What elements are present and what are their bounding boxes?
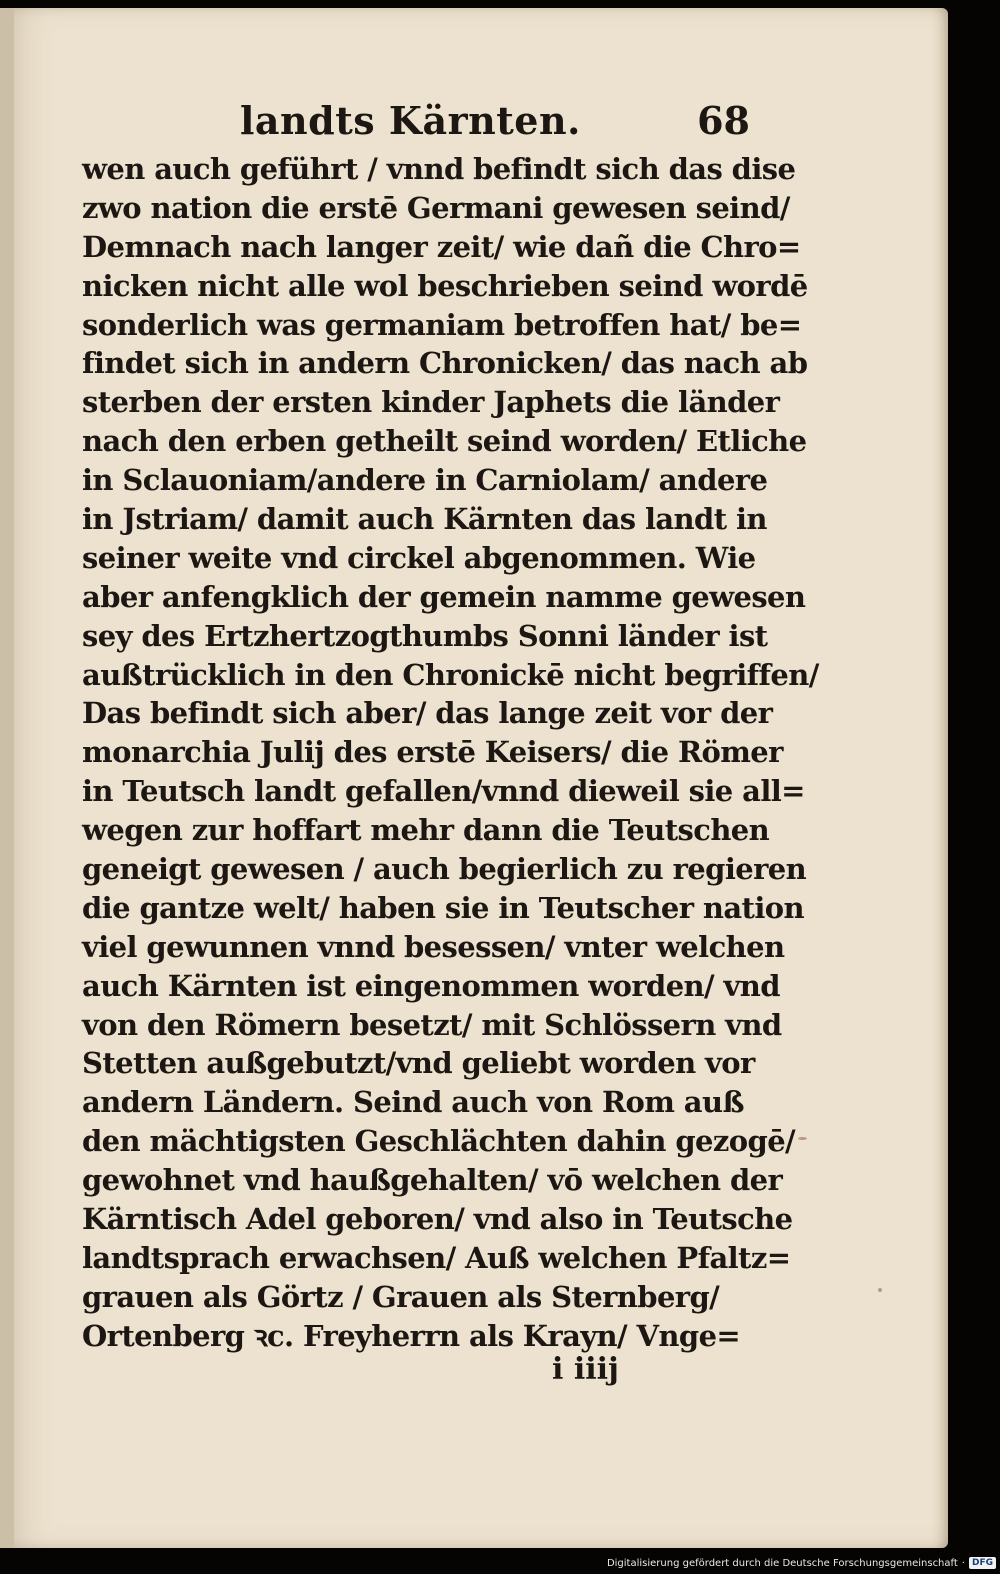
text-line: landtsprach erwachsen/ Auß welchen Pfaltz= [82,1240,791,1275]
dfg-logo-icon: DFG [969,1557,996,1569]
paper-speck [798,1137,807,1140]
page-header [240,98,750,150]
text-line: die gantze welt/ haben sie in Teutscher nation [82,890,804,925]
text-line: grauen als Görtz / Grauen als Sternberg/ [82,1279,720,1314]
text-line: nach den erben getheilt seind worden/ Etliche [82,424,807,459]
text-line: andern Ländern. Seind auch von Rom auß [82,1085,744,1120]
text-line: Das befindt sich aber/ das lange zeit vor der [82,696,773,731]
text-line: gewohnet vnd haußgehalten/ vō welchen der [82,1163,783,1198]
text-line: aber anfengklich der gemein namme gewesen [82,579,806,614]
text-line: zwo nation die erstē Germani gewesen seind/ [82,190,790,225]
text-line: geneigt gewesen / auch begierlich zu regieren [82,852,807,887]
text-line: nicken nicht alle wol beschrieben seind wordē [82,268,808,303]
text-line: Stetten außgebutzt/vnd geliebt worden vor [82,1046,755,1081]
digitization-credit [607,1556,996,1570]
text-line: außtrücklich in den Chronickē nicht begriffen/ [82,657,819,692]
running-title: landts Kärnten. [240,98,581,143]
text-line: in Sclauoniam/andere in Carniolam/ andere [82,463,768,498]
text-line: viel gewunnen vnnd besessen/ vnter welchen [82,929,785,964]
text-line: Ortenberg ꝛc. Freyherrn als Krayn/ Vnge= [82,1318,741,1353]
text-line: Kärntisch Adel geboren/ vnd also in Teutsche [82,1202,793,1237]
text-line: seiner weite vnd circkel abgenommen. Wie [82,540,756,575]
credit-separator: · [961,1557,965,1569]
text-line: in Jstriam/ damit auch Kärnten das landt in [82,502,767,537]
text-line: sonderlich was germaniam betroffen hat/ be= [82,307,802,342]
text-line: den mächtigsten Geschlächten dahin gezogē/ [82,1124,796,1159]
text-line: monarchia Julij des erstē Keisers/ die Römer [82,735,783,770]
text-line: wen auch geführt / vnnd befindt sich das dise [82,152,796,186]
page-gutter [0,8,14,1548]
text-line: in Teutsch landt gefallen/vnnd dieweil sie all= [82,774,805,809]
text-line: von den Römern besetzt/ mit Schlössern vnd [82,1007,782,1042]
page-number: 68 [697,98,750,143]
body-text [82,150,819,1356]
text-line: auch Kärnten ist eingenommen worden/ vnd [82,968,780,1003]
text-line: sey des Ertzhertzogthumbs Sonni länder ist [82,618,768,653]
credit-text: Digitalisierung gefördert durch die Deutsche Forschungsgemeinschaft [606,1557,958,1569]
paper-speck [878,1288,882,1292]
signature-mark: i iiij [552,1352,619,1387]
text-line: Demnach nach langer zeit/ wie dañ die Chro= [82,229,801,264]
text-line: wegen zur hoffart mehr dann die Teutschen [82,813,770,848]
text-line: findet sich in andern Chronicken/ das nach ab [82,346,808,381]
text-line: sterben der ersten kinder Japhets die länder [82,385,780,420]
